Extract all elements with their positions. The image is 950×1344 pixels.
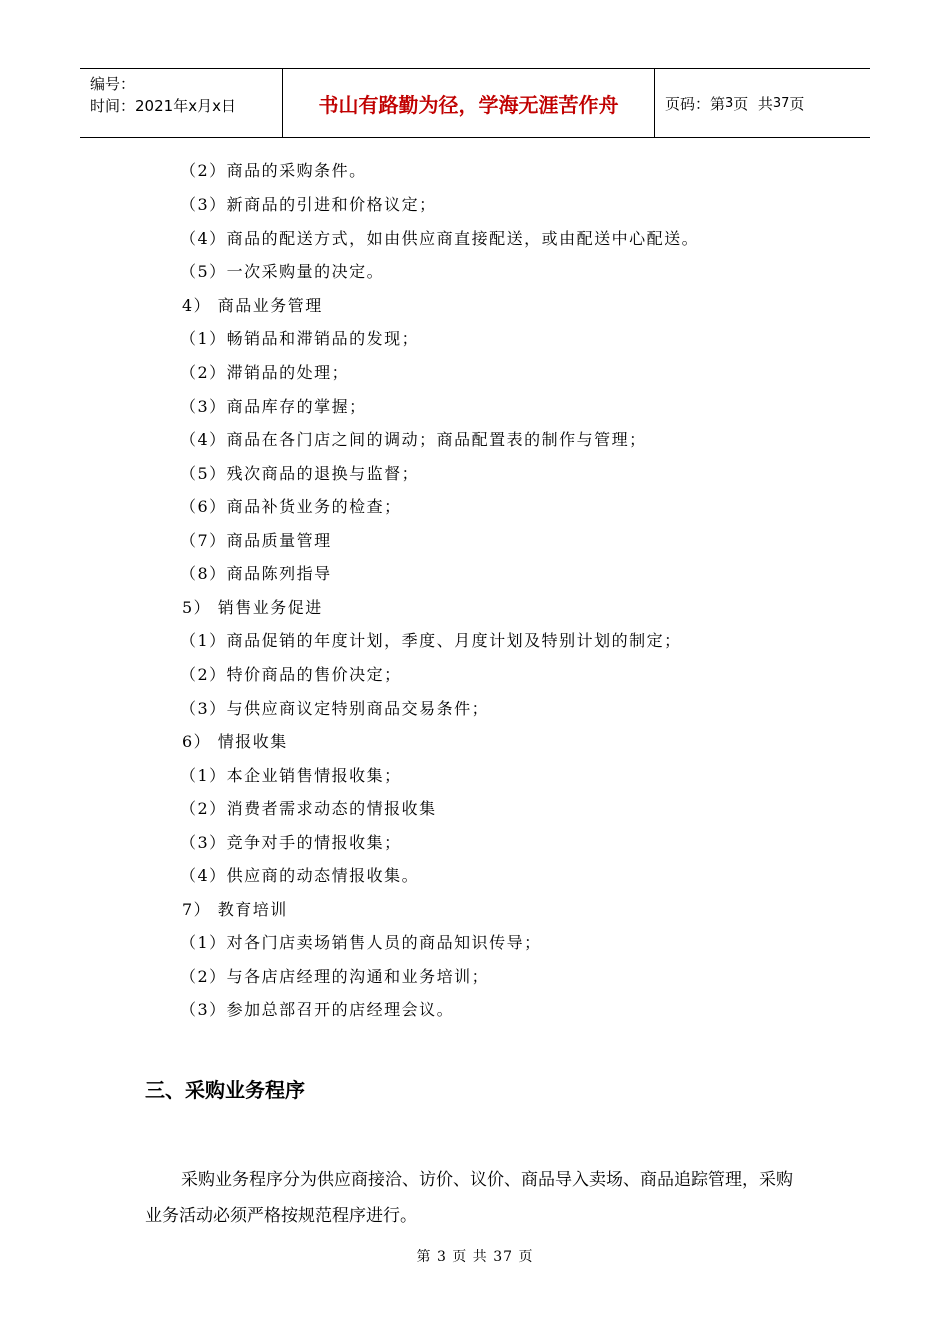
list-item: （2）商品的采购条件。 xyxy=(180,161,367,180)
page-mid: 页 共 xyxy=(733,94,773,113)
header-motto: 书山有路勤为径，学海无涯苦作舟 xyxy=(282,69,655,137)
list-item: （3）参加总部召开的店经理会议。 xyxy=(180,1000,455,1019)
list-item: （4）商品的配送方式，如由供应商直接配送，或由配送中心配送。 xyxy=(180,229,700,248)
page-suffix: 页 xyxy=(789,94,805,113)
list-item: （5）残次商品的退换与监督； xyxy=(180,464,420,483)
list-item: （3）新商品的引进和价格议定； xyxy=(180,195,437,214)
time-line xyxy=(90,95,282,117)
page-footer: 第 3 页 共 37 页 xyxy=(416,1249,534,1265)
header-page-number xyxy=(655,69,870,137)
list-item: （1）对各门店卖场销售人员的商品知识传导； xyxy=(180,933,542,952)
list-item: （1）商品促销的年度计划，季度、月度计划及特别计划的制定； xyxy=(180,631,682,650)
page-current: 3 xyxy=(725,95,734,111)
body-paragraph: 采购业务程序分为供应商接洽、访价、议价、商品导入卖场、商品追踪管理，采购业务活动必须严格按规范程序进行。 xyxy=(145,1170,793,1226)
page-prefix: 页码：第 xyxy=(665,94,726,113)
page-header xyxy=(80,68,870,138)
list-item: （4）供应商的动态情报收集。 xyxy=(180,866,420,885)
time-label: 时间： xyxy=(90,97,136,115)
list-subheading: 6） 情报收集 xyxy=(182,732,288,751)
list-item: （5）一次采购量的决定。 xyxy=(180,262,385,281)
page-total: 37 xyxy=(772,95,790,111)
list-item: （1）畅销品和滞销品的发现； xyxy=(180,329,420,348)
list-item: （8）商品陈列指导 xyxy=(180,564,332,583)
list-subheading: 5） 销售业务促进 xyxy=(182,598,323,617)
list-subheading: 4） 商品业务管理 xyxy=(182,296,323,315)
number-label: 编号： xyxy=(90,75,136,93)
list-item: （2）消费者需求动态的情报收集 xyxy=(180,799,437,818)
list-item: （3）竞争对手的情报收集； xyxy=(180,833,402,852)
list-item: （2）与各店店经理的沟通和业务培训； xyxy=(180,967,490,986)
list-item: （3）商品库存的掌握； xyxy=(180,397,367,416)
list-item: （2）滞销品的处理； xyxy=(180,363,350,382)
list-item: （3）与供应商议定特别商品交易条件； xyxy=(180,699,490,718)
list-item: （6）商品补货业务的检查； xyxy=(180,497,402,516)
list-item: （2）特价商品的售价决定； xyxy=(180,665,402,684)
list-subheading: 7） 教育培训 xyxy=(182,900,288,919)
list-item: （7）商品质量管理 xyxy=(180,531,332,550)
time-value: 2021年x月x日 xyxy=(135,97,236,115)
header-info-cell xyxy=(80,69,282,137)
section-heading: 三、采购业务程序 xyxy=(145,1078,305,1102)
list-item: （1）本企业销售情报收集； xyxy=(180,766,402,785)
list-item: （4）商品在各门店之间的调动；商品配置表的制作与管理； xyxy=(180,430,647,449)
